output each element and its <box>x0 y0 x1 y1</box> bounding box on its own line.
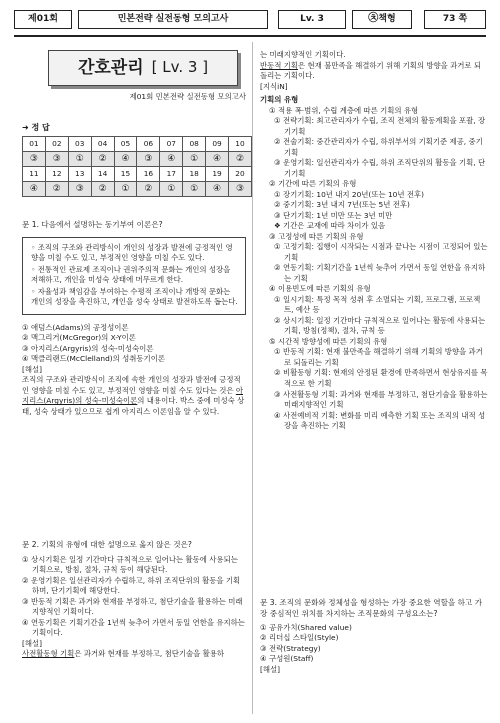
q2-option-3[interactable]: ③ 반동적 기획은 과거와 현재를 부정하고, 첨단기술을 활용하는 미래지향적인 기획이다. <box>22 596 243 617</box>
q2-expl-cont2-term: 반동적 기획 <box>260 60 299 70</box>
q1-explanation-label: [해설] <box>22 364 43 374</box>
answer-number-cell: 07 <box>160 137 183 152</box>
planning-types-heading: 기획의 유형 <box>260 95 299 105</box>
exam-number: 제01회 <box>14 10 72 29</box>
exam-title: 민본전략 실전동형 모의고사 <box>78 10 268 29</box>
answer-number-cell: 10 <box>229 137 252 152</box>
level-badge: Lv. 3 <box>278 10 346 29</box>
q1-box <box>22 237 246 315</box>
answer-value-cell: ② <box>137 182 160 197</box>
planning-group-title: ⑤ 시간적 방향성에 따른 기획의 유형 <box>269 336 388 346</box>
planning-group-item: ① 전략기획: 최고관리자가 수립, 조직 전체의 활동계획을 포괄, 장기기획 <box>274 116 486 136</box>
answer-value-cell: ④ <box>206 152 229 167</box>
title-level: [ Lv. 3 ] <box>151 58 209 77</box>
q3-stem: 문 3. 조직의 문화와 정체성을 형성하는 가장 중요한 역할을 하고 가장 중심적인 위치를 차지하는 조직문화의 구성요소는? <box>260 598 483 618</box>
q1-expl-theory: 아지리스(Argyris)의 성숙-미성숙이론 <box>22 385 243 406</box>
answer-value-cell: ③ <box>68 182 91 197</box>
book-mark: ㉩ <box>368 13 379 25</box>
answer-value-cell: ② <box>229 152 252 167</box>
planning-group-item: ❖ 기간은 교재에 따라 차이가 있음 <box>274 221 386 231</box>
answer-number-cell: 02 <box>45 137 68 152</box>
planning-group-item: ② 연동기획: 기획기간을 1년씩 늦추어 가면서 동일 연한을 유지하는 기획 <box>274 263 486 283</box>
answer-value-cell: ④ <box>23 182 46 197</box>
q1-expl-part-b: 의 내용이다. 박스 중에 미성숙 상태, 성숙 상태가 있으므로 쉽게 아지리스 이론임을 알 수 있다. <box>22 396 245 416</box>
planning-group-item: ③ 사전활동형 기획: 과거와 현재를 부정하고, 첨단기술을 활용하는 미래지향적인 기획 <box>274 389 488 410</box>
answer-number-cell: 19 <box>206 167 229 182</box>
planning-group-item: ① 장기기획: 10년 내지 20년(또는 10년 전후) <box>274 189 425 199</box>
answer-number-cell: 11 <box>23 167 46 182</box>
answer-number-cell: 04 <box>91 137 114 152</box>
answer-value-cell: ① <box>183 182 206 197</box>
planning-group-item: ① 반동적 기획: 현재 불만족을 해결하기 위해 기획의 방향을 과거로 되돌리는 기획 <box>274 347 483 367</box>
answer-number-cell: 16 <box>137 167 160 182</box>
q1-option-2[interactable]: ② 맥그리거(McGregor)의 X-Y이론 <box>22 333 136 343</box>
title-box <box>48 50 238 86</box>
book-type <box>352 10 412 29</box>
page-title: 간호관리 <box>77 57 144 78</box>
planning-group-title: ② 기간에 따른 기획의 유형 <box>269 179 357 189</box>
q1-box-line: ◦ 조직의 구조와 관리방식이 개인의 성장과 발전에 긍정적인 영향을 미칠 수도 있고, 부정적인 영향을 미칠 수도 있다. <box>31 242 233 263</box>
page-subtitle: 제01회 민본전략 실전동형 모의고사 <box>129 92 246 101</box>
answer-value-cell: ③ <box>45 152 68 167</box>
q2-option-2[interactable]: ② 운영기획은 일선관리자가 수립하고, 하위 조직단위의 활동을 기획하며, 단기기획에 해당한다. <box>22 575 241 596</box>
page-number: 73 쪽 <box>424 10 486 29</box>
question-2 <box>22 540 246 660</box>
answer-number-cell: 09 <box>206 137 229 152</box>
q1-box-line: ◦ 전통적인 관료제 조직이나 권위주의적 문화는 개인의 성장을 저해하고, 개인을 미성숙 상태에 머무르게 한다. <box>31 264 231 285</box>
q1-option-1[interactable]: ① 애덤스(Adams)의 공정성이론 <box>22 322 129 332</box>
planning-group-item: ③ 운영기획: 일선관리자가 수립, 하위 조직단위의 활동을 기획, 단기기획 <box>274 158 486 178</box>
q2-explanation-label: [해설] <box>22 638 43 648</box>
answer-value-cell: ③ <box>229 182 252 197</box>
planning-group-item: ② 비활동형 기획: 현재의 안정된 환경에 만족하면서 현상유지를 목적으로 한 기획 <box>274 368 488 388</box>
column-divider <box>252 42 253 714</box>
q2-explanation-continued <box>260 50 488 432</box>
answer-value-cell: ① <box>160 182 183 197</box>
planning-group-item: ② 상시기획: 일정 기간마다 규칙적으로 일어나는 활동에 사용되는 기획, 방침(정책), 절차, 규칙 등 <box>274 315 486 336</box>
q2-expl-cont2: 은 현재 불만족을 해결하기 위해 기획의 방향을 과거로 되돌리는 기획이다. <box>260 60 482 81</box>
planning-group-title: ④ 이용빈도에 따른 기획의 유형 <box>269 284 371 294</box>
q3-option-3[interactable]: ③ 전략(Strategy) <box>260 643 321 653</box>
answer-value-cell: ② <box>91 182 114 197</box>
q2-expl-cont1: 는 미래지향적인 기획이다. <box>260 50 346 59</box>
q3-option-2[interactable]: ② 리더십 스타일(Style) <box>260 633 339 643</box>
q3-option-1[interactable]: ① 공유가치(Shared value) <box>260 622 352 632</box>
answer-number-cell: 01 <box>23 137 46 152</box>
q2-option-1[interactable]: ① 상시기획은 일정 기간마다 규칙적으로 일어나는 활동에 사용되는 기획으로, 방침, 절차, 규칙 등이 해당된다. <box>22 554 238 575</box>
q2-explanation-start <box>22 649 246 660</box>
book-label: 책형 <box>378 14 396 25</box>
answer-number-cell: 20 <box>229 167 252 182</box>
planning-group-item: ② 전술기획: 중간관리자가 수립, 하위부서의 기획기준 제공, 중기기획 <box>274 137 483 157</box>
answer-value-cell: ① <box>68 152 91 167</box>
answers-label: ➜ 정 답 <box>22 123 50 132</box>
q2-stem: 문 2. 기획의 유형에 대한 설명으로 옳지 않은 것은? <box>22 540 192 549</box>
planning-group-item: ② 중기기획: 3년 내지 7년(또는 5년 전후) <box>274 200 410 210</box>
planning-group-title: ③ 고정성에 따른 기획의 유형 <box>269 231 364 241</box>
answer-value-cell: ③ <box>23 152 46 167</box>
q3-explanation-label: [해설] <box>260 664 281 674</box>
answer-number-cell: 18 <box>183 167 206 182</box>
page-header <box>14 7 486 33</box>
planning-group-title: ① 적용 폭·범위, 수립 계층에 따른 기획의 유형 <box>269 105 419 115</box>
answer-value-cell: ④ <box>160 152 183 167</box>
answer-table <box>22 136 252 197</box>
answer-number-cell: 08 <box>183 137 206 152</box>
answer-number-cell: 14 <box>91 167 114 182</box>
answer-value-cell: ② <box>91 152 114 167</box>
question-3 <box>260 598 488 675</box>
answer-value-cell: ④ <box>206 182 229 197</box>
planning-group-item: ① 고정기획: 집행이 시작되는 시점과 끝나는 시점이 고정되어 있는 기획 <box>274 242 488 262</box>
answer-number-cell: 15 <box>114 167 137 182</box>
q1-explanation <box>22 375 246 417</box>
planning-group-item: ④ 사전예비적 기획: 변화를 미리 예측한 기획 또는 조직의 내적 성장을 촉진하는 기획 <box>274 410 486 431</box>
answer-value-cell: ① <box>183 152 206 167</box>
answer-value-cell: ② <box>45 182 68 197</box>
answer-number-cell: 03 <box>68 137 91 152</box>
q3-option-4[interactable]: ④ 구성원(Staff) <box>260 654 314 664</box>
q1-box-line: ◦ 자율성과 책임감을 부여하는 수평적 조직이나 개방적 문화는 개인의 성장을 촉진하고, 개인을 성숙 상태로 발전하도록 돕는다. <box>31 286 238 307</box>
reference-tag: [지식iN] <box>260 81 288 91</box>
q1-option-4[interactable]: ④ 맥클리랜드(McClelland)의 성취동기이론 <box>22 354 165 364</box>
answer-value-cell: ④ <box>114 152 137 167</box>
planning-types-list <box>260 106 488 432</box>
q2-option-4[interactable]: ④ 연동기획은 기획기간을 1년씩 늦추어 가면서 동일 연한을 유지하는 기획이다. <box>22 617 245 638</box>
answer-value-cell: ③ <box>137 152 160 167</box>
question-1 <box>22 220 246 418</box>
planning-group-item: ③ 단기기획: 1년 미만 또는 3년 미만 <box>274 210 393 220</box>
planning-group-item: ① 일시기획: 특정 목적 성취 후 소멸되는 기획, 프로그램, 프로젝트, 예산 등 <box>274 294 481 315</box>
answer-number-cell: 17 <box>160 167 183 182</box>
q2-expl-term: 사전활동형 기획 <box>22 649 75 659</box>
q2-expl-text: 은 과거와 현재를 부정하고, 첨단기술을 활용하 <box>74 649 225 659</box>
answer-number-cell: 05 <box>114 137 137 152</box>
q1-option-3[interactable]: ③ 아지리스(Argyris)의 성숙-미성숙이론 <box>22 343 154 353</box>
q1-expl-part-a: 조직의 구조와 관리방식이 조직에 속한 개인의 성장과 발전에 긍정적인 영향을 미칠 수도 있고, 부정적인 영향을 미칠 수도 있다는 것은 <box>22 375 241 395</box>
header-rule <box>14 35 486 37</box>
answer-number-cell: 06 <box>137 137 160 152</box>
answer-number-cell: 13 <box>68 167 91 182</box>
answer-number-cell: 12 <box>45 167 68 182</box>
answer-value-cell: ① <box>114 182 137 197</box>
q1-stem: 문 1. 다음에서 설명하는 동기부여 이론은? <box>22 220 163 229</box>
